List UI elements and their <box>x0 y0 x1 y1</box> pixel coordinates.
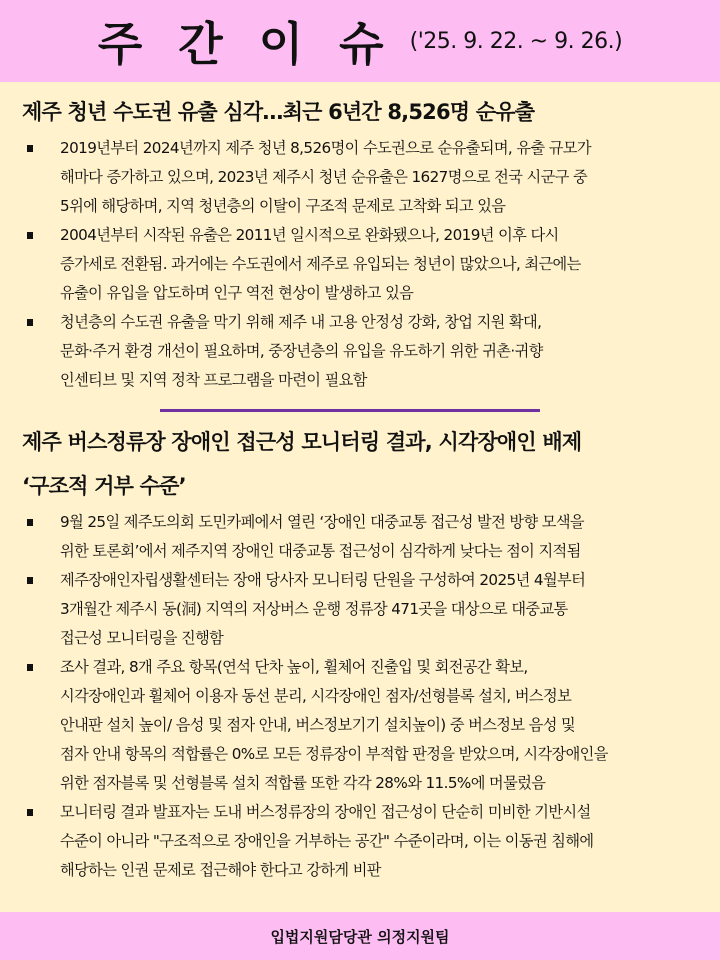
bullet-text-line: 청년층의 수도권 유출을 막기 위해 제주 내 고용 안정성 강화, 창업 지원 확대, <box>60 313 542 331</box>
section-heading: 제주 청년 수도권 유출 심각…최근 6년간 8,526명 순유출 <box>22 100 535 124</box>
bullet-item <box>0 308 720 395</box>
bullet-text-line: 유출이 유입을 압도하며 인구 역전 현상이 발생하고 있음 <box>60 284 414 302</box>
bullet-item <box>0 566 720 653</box>
news-section-bus-accessibility <box>0 420 720 885</box>
bullet-list <box>0 134 720 395</box>
bullet-text-line: 해마다 증가하고 있으며, 2023년 제주시 청년 순유출은 1627명으로 전국 시군구 중 <box>60 168 588 186</box>
footer <box>0 912 720 960</box>
bullet-item <box>0 134 720 221</box>
bullet-item <box>0 221 720 308</box>
bullet-text-line: 조사 결과, 8개 주요 항목(연석 단차 높이, 휠체어 진출입 및 회전공간 확보, <box>60 658 528 676</box>
bullet-text-line: 2019년부터 2024년까지 제주 청년 8,526명이 수도권으로 순유출되며, 유출 규모가 <box>60 139 591 157</box>
bullet-item <box>0 653 720 798</box>
bullet-item <box>0 798 720 885</box>
bullet-text-line: 시각장애인과 휠체어 이용자 동선 분리, 시각장애인 점자/선형블록 설치, 버스정보 <box>60 687 572 705</box>
bullet-text-line: 점자 안내 항목의 적합률은 0%로 모든 정류장이 부적합 판정을 받았으며, 시각장애인을 <box>60 745 608 763</box>
bullet-text-line: 수준이 아니라 "구조적으로 장애인을 거부하는 공간" 수준이라며, 이는 이동권 침해에 <box>60 832 594 850</box>
header-banner <box>0 0 720 82</box>
section-heading: 제주 버스정류장 장애인 접근성 모니터링 결과, 시각장애인 배제 <box>22 430 582 454</box>
bullet-text-line: 위한 점자블록 및 선형블록 설치 적합률 또한 각각 28%와 11.5%에 머물렀음 <box>60 774 546 792</box>
bullet-text-line: 9월 25일 제주도의회 도민카페에서 열린 ‘장애인 대중교통 접근성 발전 방향 모색을 <box>60 513 584 531</box>
bullet-text-line: 2004년부터 시작된 유출은 2011년 일시적으로 완화됐으나, 2019년 이후 다시 <box>60 226 559 244</box>
bullet-list <box>0 508 720 885</box>
bullet-text-line: 안내판 설치 높이/ 음성 및 점자 안내, 버스정보기기 설치높이) 중 버스정보 음성 및 <box>60 716 576 734</box>
bullet-text-line: 인센티브 및 지역 정착 프로그램을 마련이 필요함 <box>60 371 367 389</box>
news-section-youth-outflow <box>0 90 720 395</box>
date-range: ('25. 9. 22. ~ 9. 26.) <box>409 28 623 54</box>
bullet-text-line: 접근성 모니터링을 진행함 <box>60 629 224 647</box>
bullet-item <box>0 508 720 566</box>
bullet-text-line: 제주장애인자립생활센터는 장애 당사자 모니터링 단원을 구성하여 2025년 4월부터 <box>60 571 586 589</box>
bullet-text-line: 모니터링 결과 발표자는 도내 버스정류장의 장애인 접근성이 단순히 미비한 기반시설 <box>60 803 591 821</box>
bullet-text-line: 위한 토론회’에서 제주지역 장애인 대중교통 접근성이 심각하게 낮다는 점이 지적됨 <box>60 542 581 560</box>
section-divider <box>160 409 540 412</box>
page-title: 주 간 이 슈 <box>97 17 394 71</box>
bullet-text-line: 해당하는 인권 문제로 접근해야 한다고 강하게 비판 <box>60 861 381 879</box>
footer-department: 입법지원담당관 의정지원팀 <box>270 927 450 946</box>
section-heading: ‘구조적 거부 수준’ <box>22 474 186 498</box>
bullet-text-line: 증가세로 전환됨. 과거에는 수도권에서 제주로 유입되는 청년이 많았으나, 최근에는 <box>60 255 581 273</box>
bullet-text-line: 문화·주거 환경 개선이 필요하며, 중장년층의 유입을 유도하기 위한 귀촌·귀향 <box>60 342 543 360</box>
bullet-text-line: 5위에 해당하며, 지역 청년층의 이탈이 구조적 문제로 고착화 되고 있음 <box>60 197 506 215</box>
bullet-text-line: 3개월간 제주시 동(洞) 지역의 저상버스 운행 정류장 471곳을 대상으로 대중교통 <box>60 600 568 618</box>
